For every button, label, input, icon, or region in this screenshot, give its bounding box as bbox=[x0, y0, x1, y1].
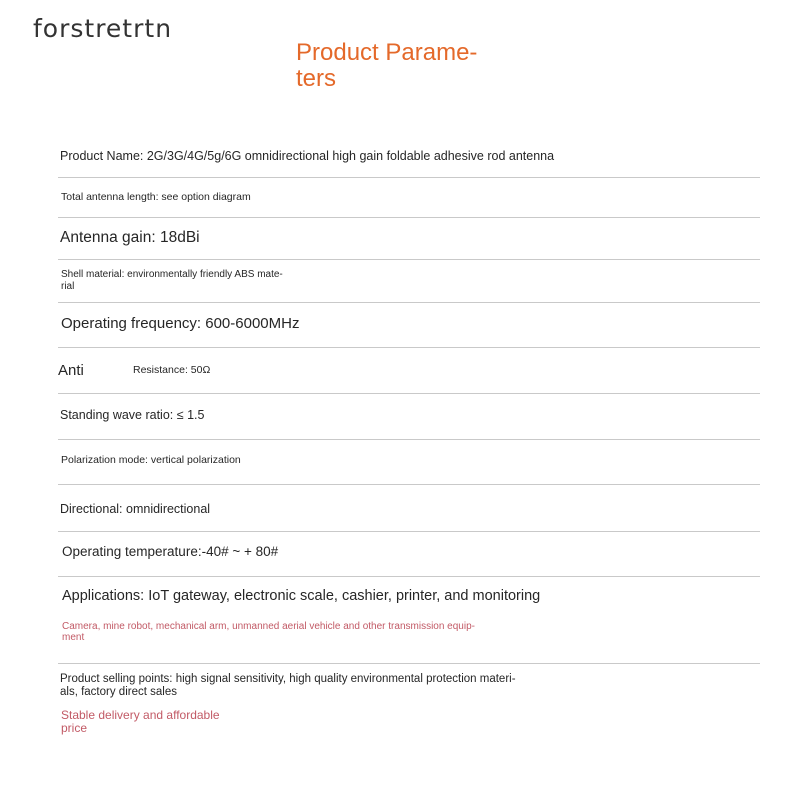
param-antenna-gain: Antenna gain: 18dBi bbox=[60, 229, 200, 246]
divider bbox=[58, 484, 760, 485]
param-delivery-line-1: Stable delivery and affordable bbox=[61, 708, 220, 722]
divider bbox=[58, 217, 760, 218]
param-shell-material-line-1: Shell material: environmentally friendly ABS mate- bbox=[61, 269, 283, 280]
divider bbox=[58, 663, 760, 664]
divider bbox=[58, 177, 760, 178]
param-product-name: Product Name: 2G/3G/4G/5g/6G omnidirectional high gain foldable adhesive rod antenna bbox=[60, 149, 555, 163]
divider bbox=[58, 259, 760, 260]
param-applications: Applications: IoT gateway, electronic scale, cashier, printer, and monitoring bbox=[62, 588, 541, 604]
param-anti-label: Anti bbox=[58, 362, 84, 379]
param-standing-wave-ratio: Standing wave ratio: ≤ 1.5 bbox=[60, 408, 205, 422]
page-title-line-1: Product Parame- bbox=[296, 39, 478, 66]
param-operating-temperature: Operating temperature:-40# ~ + 80# bbox=[62, 544, 279, 559]
divider bbox=[58, 439, 760, 440]
page-title bbox=[296, 40, 477, 92]
param-polarization-mode: Polarization mode: vertical polarization bbox=[61, 454, 241, 466]
divider bbox=[58, 347, 760, 348]
brand-logo-text: forstretrtn bbox=[33, 14, 173, 43]
param-antenna-length: Total antenna length: see option diagram bbox=[61, 191, 251, 203]
divider bbox=[58, 393, 760, 394]
param-delivery-line-2: price bbox=[61, 721, 88, 735]
param-applications-extra-line-1: Camera, mine robot, mechanical arm, unmanned aerial vehicle and other transmission equip- bbox=[62, 621, 475, 632]
param-selling-points-line-2: als, factory direct sales bbox=[60, 686, 177, 698]
param-selling-points-line-1: Product selling points: high signal sensitivity, high quality environmental protection materi- bbox=[60, 673, 516, 685]
divider bbox=[58, 576, 760, 577]
divider bbox=[58, 302, 760, 303]
divider bbox=[58, 531, 760, 532]
param-directional: Directional: omnidirectional bbox=[60, 502, 211, 516]
page-title-line-2: ters bbox=[296, 65, 337, 92]
param-applications-extra-line-2: ment bbox=[62, 632, 85, 643]
param-shell-material-line-2: rial bbox=[61, 281, 75, 292]
param-operating-frequency: Operating frequency: 600-6000MHz bbox=[61, 315, 300, 332]
param-resistance: Resistance: 50Ω bbox=[133, 364, 211, 376]
